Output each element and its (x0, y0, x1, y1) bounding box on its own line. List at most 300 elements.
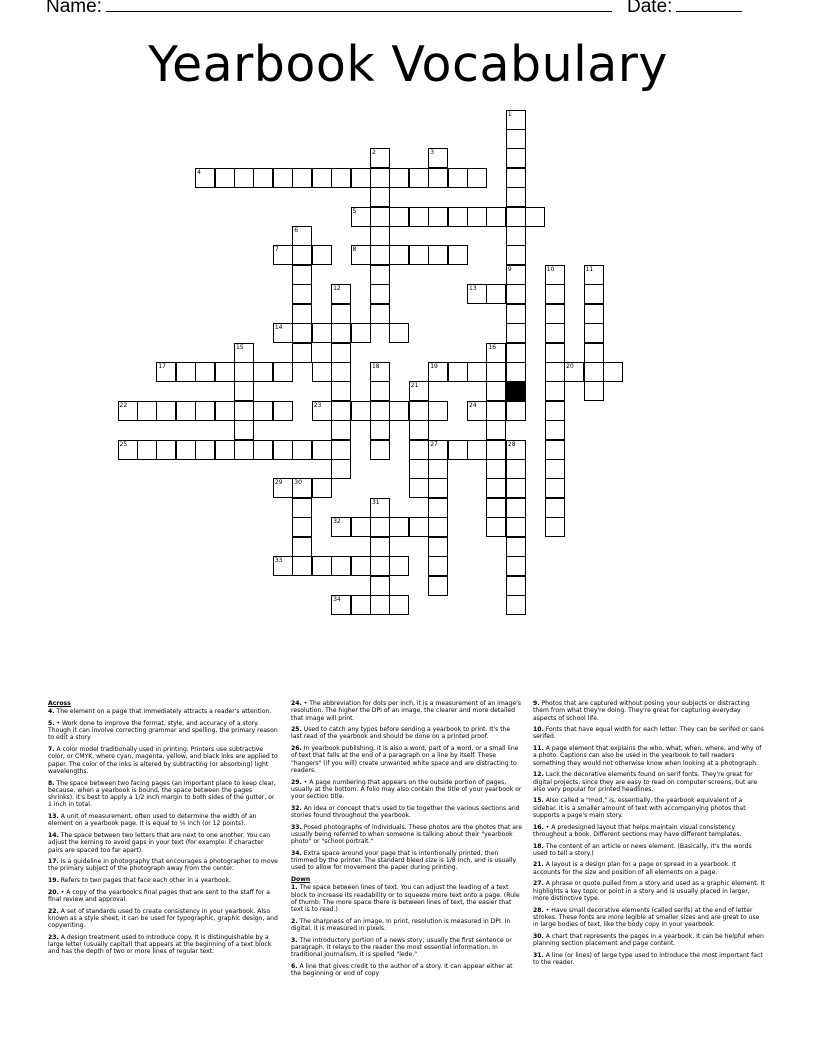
crossword-cell[interactable] (234, 362, 254, 382)
crossword-cell[interactable] (545, 304, 565, 324)
crossword-cell[interactable] (273, 401, 293, 421)
clue-number: 28. (533, 906, 544, 914)
crossword-cell[interactable] (292, 537, 312, 557)
crossword-cell[interactable] (137, 440, 157, 460)
crossword-cell[interactable] (506, 595, 526, 615)
crossword-cell[interactable] (603, 362, 623, 382)
crossword-cell[interactable] (389, 168, 409, 188)
crossword-cell[interactable] (370, 517, 390, 537)
crossword-cell[interactable] (409, 207, 429, 227)
crossword-cell[interactable] (467, 168, 487, 188)
crossword-cell[interactable] (351, 556, 371, 576)
crossword-cell[interactable] (486, 284, 506, 304)
clue-item (533, 745, 765, 767)
clue-item (291, 805, 523, 820)
crossword-cell[interactable] (467, 401, 487, 421)
clue-number: 17 (158, 362, 166, 370)
crossword-cell[interactable] (409, 440, 429, 460)
crossword-cell[interactable] (176, 401, 196, 421)
clue-number: 21 (410, 382, 419, 390)
crossword-cell[interactable] (545, 343, 565, 363)
crossword-cell[interactable] (506, 343, 526, 363)
crossword-cell[interactable] (331, 304, 351, 324)
crossword-cell[interactable] (176, 440, 196, 460)
crossword-cell[interactable] (545, 323, 565, 343)
crossword-cell[interactable] (292, 284, 312, 304)
crossword-cell[interactable] (584, 343, 604, 363)
clue-number: 27. (533, 880, 544, 888)
crossword-cell[interactable] (486, 362, 506, 382)
crossword-cell[interactable] (389, 517, 409, 537)
crossword-cell[interactable] (137, 401, 157, 421)
crossword-cell[interactable] (506, 323, 526, 343)
crossword-cell[interactable] (351, 207, 371, 227)
clue-number: 25 (119, 440, 128, 448)
crossword-cell[interactable] (389, 401, 409, 421)
clue-item (533, 907, 765, 929)
clue-column-1 (48, 700, 280, 960)
crossword-cell[interactable] (545, 381, 565, 401)
crossword-cell[interactable] (428, 576, 448, 596)
crossword-cell[interactable] (428, 245, 448, 265)
crossword-cell[interactable] (545, 362, 565, 382)
crossword-cell[interactable] (370, 168, 390, 188)
crossword-cell[interactable] (448, 362, 468, 382)
crossword-cell[interactable] (486, 381, 506, 401)
crossword-cell[interactable] (292, 517, 312, 537)
crossword-cell[interactable] (215, 362, 235, 382)
crossword-cell[interactable] (545, 478, 565, 498)
crossword-cell[interactable] (506, 362, 526, 382)
crossword-cell[interactable] (564, 362, 584, 382)
clue-number: 13. (48, 813, 59, 821)
crossword-cell[interactable] (370, 556, 390, 576)
crossword-cell[interactable] (506, 517, 526, 537)
clue-item (48, 832, 280, 854)
crossword-cell[interactable] (506, 440, 526, 460)
crossword-cell[interactable] (312, 362, 332, 382)
crossword-cell[interactable] (486, 498, 506, 518)
clue-number: 5 (352, 207, 357, 215)
clue-text: • A page numbering that appears on the outside portion of pages, usually at the bottom. A folio may also contain the title of your yearbook or your section title. (291, 778, 522, 801)
clue-item (291, 850, 523, 872)
crossword-cell[interactable] (506, 401, 526, 421)
crossword-cell[interactable] (312, 323, 332, 343)
clue-text: An idea or concept that's used to tie together the various sections and stories found throughout the yearbook. (291, 804, 520, 820)
crossword-cell[interactable] (292, 168, 312, 188)
crossword-cell[interactable] (156, 362, 176, 382)
clue-number: 1. (291, 884, 298, 892)
clue-number: 14. (48, 831, 59, 839)
crossword-cell[interactable] (428, 207, 448, 227)
clue-text: Extra space around your page that is intentionally printed, then trimmed by the printer. The standard bleed size is 1/8 inch, and is usually used to allow for movement the paper during printing. (291, 849, 517, 872)
crossword-cell[interactable] (506, 207, 526, 227)
crossword-cell[interactable] (525, 207, 545, 227)
clue-item (533, 933, 765, 948)
clue-text: A line that gives credit to the author of a story. It can appear either at the beginning or end of copy (291, 962, 513, 978)
crossword-cell[interactable] (312, 556, 332, 576)
crossword-cell[interactable] (545, 459, 565, 479)
crossword-cell[interactable] (467, 207, 487, 227)
crossword-cell[interactable] (506, 498, 526, 518)
crossword-cell[interactable] (486, 517, 506, 537)
clue-item (533, 797, 765, 819)
crossword-cell[interactable] (486, 420, 506, 440)
crossword-cell[interactable] (486, 459, 506, 479)
crossword-cell[interactable] (486, 207, 506, 227)
clue-item (48, 858, 280, 873)
crossword-cell[interactable] (545, 420, 565, 440)
crossword-cell[interactable] (292, 343, 312, 363)
crossword-cell[interactable] (331, 323, 351, 343)
crossword-cell[interactable] (331, 440, 351, 460)
clue-item (291, 779, 523, 801)
clue-item (48, 877, 280, 884)
crossword-cell[interactable] (273, 556, 293, 576)
clue-number: 17. (48, 858, 59, 866)
crossword-cell[interactable] (370, 304, 390, 324)
clue-number: 34. (291, 849, 302, 857)
crossword-cell[interactable] (292, 245, 312, 265)
clue-text: The introductory portion of a news story; usually the first sentence or paragraph. It relays to the reader the most essential information. In traditional journalism, it is spelled "lede." (291, 936, 512, 959)
crossword-cell[interactable] (253, 168, 273, 188)
clue-text: Also called a "mod," is, essentially, the yearbook equivalent of a sidebar. It is a smaller amount of text with accompanying photos that supports a page's main story. (533, 797, 746, 820)
clue-number: 3 (430, 149, 435, 157)
clue-text: A line (or lines) of large type used to introduce the most important fact to the reader. (533, 951, 763, 966)
crossword-cell[interactable] (545, 265, 565, 285)
clue-item (48, 934, 280, 956)
crossword-cell[interactable] (467, 284, 487, 304)
crossword-cell[interactable] (428, 148, 448, 168)
clue-text: A chart that represents the pages in a yearbook. It can be helpful when planning section placement and page content. (533, 932, 764, 947)
crossword-cell[interactable] (351, 517, 371, 537)
crossword-cell[interactable] (428, 362, 448, 382)
clue-item (291, 824, 523, 846)
crossword-cell[interactable] (584, 381, 604, 401)
clue-number: 11. (533, 745, 544, 753)
crossword-cell[interactable] (409, 401, 429, 421)
crossword-cell[interactable] (506, 284, 526, 304)
crossword-cell[interactable] (331, 381, 351, 401)
crossword-cell[interactable] (234, 168, 254, 188)
crossword-cell[interactable] (467, 440, 487, 460)
clue-number: 20 (566, 362, 574, 370)
crossword-cell[interactable] (448, 207, 468, 227)
crossword-cell[interactable] (545, 498, 565, 518)
crossword-cell[interactable] (584, 265, 604, 285)
clue-number: 9. (533, 700, 540, 707)
clue-text: A set of standards used to create consistency in your yearbook. Also known as a style sheet, it can be used for typographic, graphic design, and copywriting. (48, 907, 278, 930)
clue-number: 31. (533, 951, 544, 959)
clue-number: 30. (533, 932, 544, 940)
clue-text: • Have small decorative elements (called serifs) at the end of letter strokes. These fonts are more legible at smaller sizes and are great to use in large bodies of text, like the body copy in your yearbook. (533, 906, 760, 929)
crossword-cell[interactable] (428, 168, 448, 188)
clue-text: • The abbreviation for dots per inch, it is a measurement of an image's resolution. The higher the DPI of an image, the clearer and more detailed that image will print. (291, 700, 522, 722)
crossword-cell[interactable] (506, 478, 526, 498)
crossword-cell[interactable] (215, 440, 235, 460)
crossword-cell[interactable] (312, 245, 332, 265)
crossword-cell[interactable] (428, 459, 448, 479)
crossword-cell[interactable] (428, 440, 448, 460)
crossword-cell[interactable] (370, 362, 390, 382)
clue-text: Refers to two pages that face each other in a yearbook. (58, 877, 231, 885)
clue-number: 16 (488, 343, 497, 351)
clue-number: 30 (294, 479, 302, 487)
clue-item (533, 771, 765, 793)
crossword-cell[interactable] (312, 401, 332, 421)
crossword-cell[interactable] (292, 323, 312, 343)
crossword-cell[interactable] (409, 459, 429, 479)
crossword-cell[interactable] (506, 187, 526, 207)
crossword-cell[interactable] (331, 284, 351, 304)
crossword-cell[interactable] (545, 401, 565, 421)
clue-number: 23 (313, 401, 322, 409)
crossword-cell[interactable] (409, 381, 429, 401)
clue-number: 24. (291, 700, 302, 707)
clue-item (533, 824, 765, 839)
crossword-cell[interactable] (428, 478, 448, 498)
crossword-cell[interactable] (215, 168, 235, 188)
clue-number: 3. (291, 936, 298, 944)
crossword-cell[interactable] (370, 148, 390, 168)
clue-text: Used to catch any typos before sending a yearbook to print. It's the last read of the yearbook and should be done on a printed proof. (291, 726, 511, 741)
crossword-cell[interactable] (370, 187, 390, 207)
crossword-cell[interactable] (351, 595, 371, 615)
crossword-cell[interactable] (331, 517, 351, 537)
crossword-cell[interactable] (545, 284, 565, 304)
crossword-cell[interactable] (331, 343, 351, 363)
crossword-cell[interactable] (331, 401, 351, 421)
crossword-cell[interactable] (448, 440, 468, 460)
crossword-cell[interactable] (506, 110, 526, 130)
crossword-cell[interactable] (370, 401, 390, 421)
crossword-cell[interactable] (331, 420, 351, 440)
crossword-cell[interactable] (118, 401, 138, 421)
clue-text: • A copy of the yearbook's final pages that are sent to the staff for a final review and approval. (48, 888, 270, 903)
name-label: Name: (46, 0, 102, 17)
clue-number: 2 (371, 149, 376, 157)
clue-text: The space between two letters that are next to one another. You can adjust the kerning to avoid gaps in your text (for example: if character pairs are spaced too far apart). (48, 831, 271, 854)
crossword-cell[interactable] (584, 323, 604, 343)
clue-number: 24 (469, 401, 477, 409)
crossword-cell[interactable] (195, 440, 215, 460)
crossword-cell[interactable] (312, 168, 332, 188)
crossword-cell[interactable] (389, 207, 409, 227)
crossword-cell[interactable] (506, 576, 526, 596)
crossword-cell[interactable] (156, 440, 176, 460)
clue-text: • Work done to improve the format, style, and accuracy of a story. Though it can involve correcting grammar and spelling, the primary reason to edit a story (48, 719, 278, 742)
crossword-cell[interactable] (273, 362, 293, 382)
crossword-cell[interactable] (351, 323, 371, 343)
clue-number: 6 (294, 227, 299, 235)
crossword-cell[interactable] (292, 226, 312, 246)
crossword-cell[interactable] (370, 576, 390, 596)
clue-column-2 (291, 700, 523, 982)
crossword-cell[interactable] (253, 440, 273, 460)
crossword-cell[interactable] (195, 401, 215, 421)
clue-item (48, 908, 280, 930)
crossword-cell[interactable] (370, 245, 390, 265)
clue-item (533, 700, 765, 722)
crossword-blocked-cell (506, 381, 526, 401)
crossword-cell[interactable] (292, 478, 312, 498)
clue-number: 26. (291, 745, 302, 753)
crossword-cell[interactable] (292, 304, 312, 324)
crossword-cell[interactable] (409, 478, 429, 498)
clue-number: 12. (533, 771, 544, 779)
crossword-cell[interactable] (506, 168, 526, 188)
crossword-cell[interactable] (389, 595, 409, 615)
clue-number: 18 (371, 362, 380, 370)
crossword-cell[interactable] (273, 440, 293, 460)
crossword-cell[interactable] (584, 284, 604, 304)
clue-number: 2. (291, 917, 298, 925)
clue-text: Is a guideline in photography that encourages a photographer to move the primary subject of the photograph away from the center. (48, 858, 278, 873)
crossword-cell[interactable] (389, 323, 409, 343)
date-label: Date: (627, 0, 673, 17)
crossword-cell[interactable] (370, 537, 390, 557)
clue-number: 32 (333, 518, 341, 526)
crossword-cell[interactable] (331, 168, 351, 188)
clue-number: 5. (48, 719, 55, 727)
crossword-cell[interactable] (409, 517, 429, 537)
crossword-cell[interactable] (486, 401, 506, 421)
clue-number: 4. (48, 708, 55, 716)
crossword-cell[interactable] (486, 440, 506, 460)
clue-number: 10 (546, 265, 555, 273)
crossword-cell[interactable] (253, 401, 273, 421)
crossword-cell[interactable] (351, 245, 371, 265)
crossword-cell[interactable] (486, 478, 506, 498)
crossword-cell[interactable] (428, 401, 448, 421)
crossword-cell[interactable] (312, 440, 332, 460)
clue-number: 16. (533, 823, 544, 831)
crossword-cell[interactable] (292, 556, 312, 576)
crossword-cell[interactable] (506, 556, 526, 576)
crossword-cell[interactable] (467, 362, 487, 382)
crossword-cell[interactable] (428, 537, 448, 557)
crossword-cell[interactable] (584, 304, 604, 324)
crossword-cell[interactable] (234, 440, 254, 460)
crossword-cell[interactable] (234, 401, 254, 421)
crossword-cell[interactable] (409, 245, 429, 265)
crossword-cell[interactable] (370, 265, 390, 285)
crossword-cell[interactable] (156, 401, 176, 421)
crossword-cell[interactable] (273, 323, 293, 343)
clue-number: 28 (507, 440, 516, 448)
clue-number: 27 (430, 440, 438, 448)
clue-number: 11 (585, 265, 594, 273)
crossword-cell[interactable] (273, 168, 293, 188)
crossword-cell[interactable] (506, 304, 526, 324)
clue-text: A layout is a design plan for a page or spread in a yearbook. It accounts for the size and position of all elements on a page. (533, 861, 737, 876)
crossword-cell[interactable] (409, 168, 429, 188)
crossword-cell[interactable] (312, 478, 332, 498)
page-title: Yearbook Vocabulary (148, 36, 668, 93)
crossword-cell[interactable] (545, 440, 565, 460)
crossword-cell[interactable] (506, 129, 526, 149)
crossword-cell[interactable] (370, 284, 390, 304)
crossword-cell[interactable] (409, 420, 429, 440)
clue-text: Fonts that have equal width for each letter. They can be serifed or sans serifed. (533, 726, 764, 741)
crossword-cell[interactable] (428, 556, 448, 576)
crossword-cell[interactable] (506, 226, 526, 246)
crossword-cell[interactable] (234, 381, 254, 401)
crossword-cell[interactable] (506, 245, 526, 265)
crossword-cell[interactable] (331, 459, 351, 479)
crossword-cell[interactable] (176, 362, 196, 382)
crossword-cell[interactable] (370, 420, 390, 440)
clue-number: 20. (48, 888, 59, 896)
crossword-cell[interactable] (351, 168, 371, 188)
crossword-cell[interactable] (506, 148, 526, 168)
crossword-cell[interactable] (215, 401, 235, 421)
clue-item (48, 708, 280, 715)
crossword-cell[interactable] (331, 362, 351, 382)
crossword-cell[interactable] (448, 245, 468, 265)
clue-column-3 (533, 700, 765, 970)
clue-item (533, 726, 765, 741)
clue-item (48, 780, 280, 809)
crossword-cell[interactable] (234, 420, 254, 440)
crossword-cell[interactable] (195, 362, 215, 382)
clue-number: 34 (333, 596, 341, 603)
clue-item (291, 745, 523, 774)
crossword-cell[interactable] (370, 207, 390, 227)
crossword-cell[interactable] (273, 478, 293, 498)
crossword-cell[interactable] (253, 362, 273, 382)
clue-number: 32. (291, 804, 302, 812)
crossword-cell[interactable] (370, 226, 390, 246)
clue-item (291, 726, 523, 741)
clue-number: 31 (371, 498, 380, 506)
crossword-cell[interactable] (292, 498, 312, 518)
crossword-cell[interactable] (506, 537, 526, 557)
clue-number: 14 (274, 324, 283, 332)
crossword-cell[interactable] (292, 265, 312, 285)
crossword-cell[interactable] (448, 168, 468, 188)
crossword-cell[interactable] (428, 517, 448, 537)
crossword-cell[interactable] (486, 343, 506, 363)
crossword-cell[interactable] (331, 595, 351, 615)
crossword-cell[interactable] (506, 459, 526, 479)
crossword-cell[interactable] (351, 401, 371, 421)
crossword-cell[interactable] (331, 556, 351, 576)
crossword-cell[interactable] (234, 343, 254, 363)
clue-item (291, 963, 523, 978)
clue-text: A page element that explains the who, what, when, where, and why of a photo. Captions can also be used in the yearbook to tell readers something they would not otherwise know when looking at a photograph. (533, 745, 762, 767)
crossword-cell[interactable] (389, 556, 409, 576)
clue-item (48, 889, 280, 904)
crossword-cell[interactable] (370, 595, 390, 615)
crossword-cell[interactable] (370, 440, 390, 460)
crossword-cell[interactable] (273, 245, 293, 265)
crossword-cell[interactable] (118, 440, 138, 460)
crossword-cell[interactable] (370, 381, 390, 401)
crossword-cell[interactable] (195, 168, 215, 188)
clue-text: A design treatment used to introduce copy. It is distinguishable by a large letter (usually capital) that appears at the beginning of a text block and has the depth of two or more lines of regular text. (48, 933, 272, 956)
crossword-cell[interactable] (428, 498, 448, 518)
crossword-cell[interactable] (506, 265, 526, 285)
clue-text: A phrase or quote pulled from a story and used as a graphic element. It highlights a key topic or point in a story and is usually placed in larger, more distinctive type. (533, 880, 765, 902)
crossword-cell[interactable] (389, 245, 409, 265)
across-heading: Across (48, 700, 71, 707)
clue-text: In yearbook publishing, it is also a word, part of a word, or a small line of text that falls at the end of a paragraph on a line by itself. These "hangers" (if you will) create unwanted white space and are distracting to readers. (291, 745, 519, 774)
crossword-cell[interactable] (370, 498, 390, 518)
crossword-cell[interactable] (292, 440, 312, 460)
crossword-cell[interactable] (584, 362, 604, 382)
crossword-cell[interactable] (545, 517, 565, 537)
